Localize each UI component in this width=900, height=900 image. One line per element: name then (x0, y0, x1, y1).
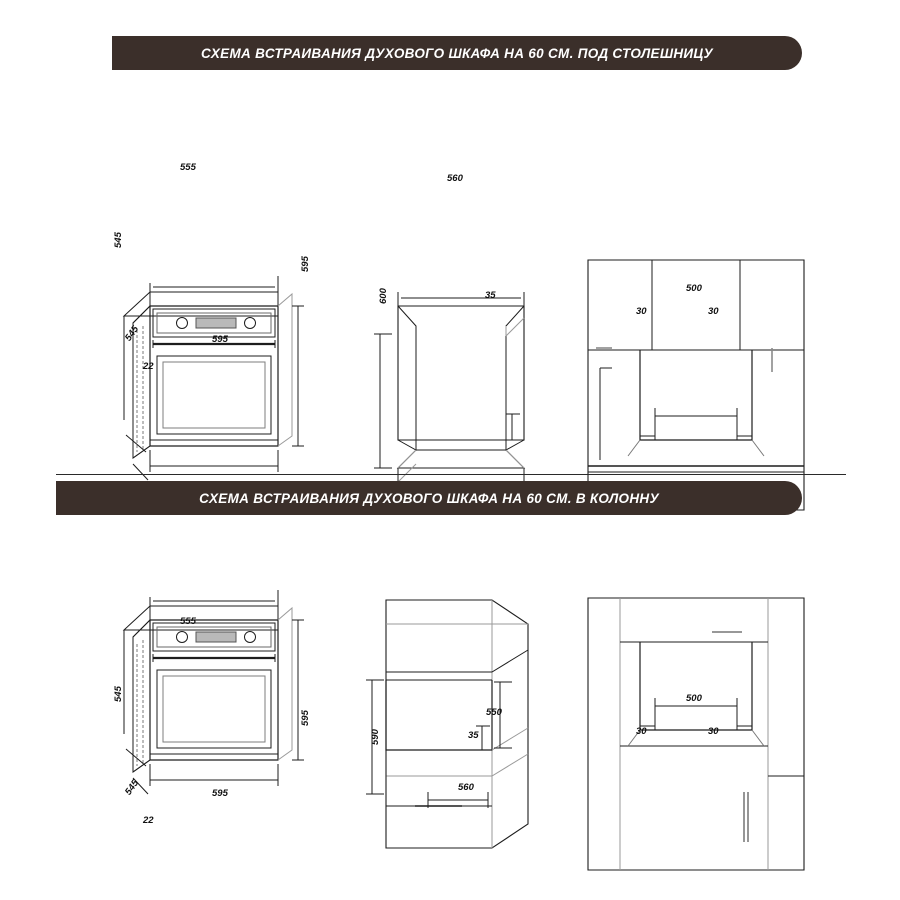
label-s2-35: 35 (468, 730, 479, 741)
label-s2-30-right: 30 (708, 726, 719, 737)
label-s1-560: 560 (447, 173, 463, 184)
banner-under-countertop-text: СХЕМА ВСТРАИВАНИЯ ДУХОВОГО ШКАФА НА 60 СМ. ПОД СТОЛЕШНИЦУ (200, 45, 713, 61)
banner-in-column-text: СХЕМА ВСТРАИВАНИЯ ДУХОВОГО ШКАФА НА 60 СМ. В КОЛОННУ (199, 490, 659, 506)
label-s2-560: 560 (458, 782, 474, 793)
section-divider (56, 474, 846, 475)
section2-drawings (0, 580, 900, 900)
label-s1-22: 22 (143, 361, 154, 372)
label-s2-550: 550 (486, 707, 502, 718)
label-s1-30-left: 30 (636, 306, 647, 317)
label-s1-555: 555 (180, 162, 196, 173)
label-s2-30-left: 30 (636, 726, 647, 737)
label-s1-600: 600 (378, 288, 389, 304)
label-s2-545-lower: 545 (123, 778, 142, 798)
label-s1-595-bottom: 595 (212, 334, 228, 345)
label-s2-595-right: 595 (300, 710, 311, 726)
label-s2-590: 590 (370, 729, 381, 745)
label-s1-595-right: 595 (300, 256, 311, 272)
label-s1-545-lower: 545 (123, 324, 142, 344)
label-s2-22: 22 (143, 815, 154, 826)
label-s2-500: 500 (686, 693, 702, 704)
label-s1-30-right: 30 (708, 306, 719, 317)
label-s2-595-bottom: 595 (212, 788, 228, 799)
label-s1-35: 35 (485, 290, 496, 301)
label-s1-545-left: 545 (113, 232, 124, 248)
label-s1-500: 500 (686, 283, 702, 294)
label-s2-555: 555 (180, 616, 196, 627)
banner-in-column (56, 481, 802, 515)
label-s2-545-left: 545 (113, 686, 124, 702)
banner-under-countertop (112, 36, 802, 70)
